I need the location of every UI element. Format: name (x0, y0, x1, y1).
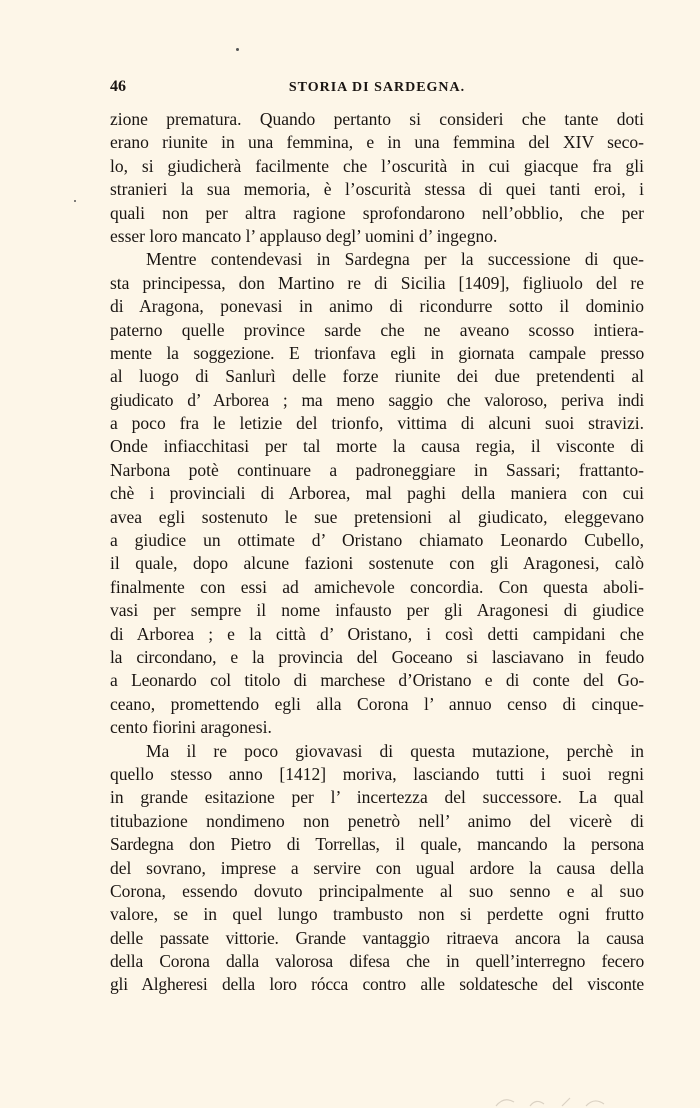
paragraph-2 (110, 248, 644, 739)
text-line: del sovrano, imprese a servire con ugual ardore la causa della (110, 857, 644, 878)
text-line: a giudice un ottimate d’ Oristano chiamato Leonardo Cubello, (110, 530, 644, 551)
text-line: lo, si giudicherà facilmente che l’oscurità in cui giacque fra gli (110, 155, 644, 176)
text-line: di Arborea ; e la città d’ Oristano, i così detti campidani che (110, 623, 644, 644)
text-line: Corona, essendo dovuto principalmente al suo senno e al suo (110, 880, 644, 901)
text-line: Mentre contendevasi in Sardegna per la successione di que- (146, 249, 644, 270)
text-line: della Corona dalla valorosa difesa che in quell’interregno fecero (110, 951, 644, 972)
scan-watermark (490, 1094, 630, 1108)
running-head (110, 74, 644, 104)
text-line: di Aragona, ponevasi in animo di ricondurre sotto il dominio (110, 296, 644, 317)
text-line: avea egli sostenuto le sue pretensioni al giudicato, eleggevano (110, 506, 644, 527)
text-line: mente la soggezione. E trionfava egli in giornata campale presso (110, 342, 644, 363)
text-line: a Leonardo col titolo di marchese d’Oristano e di conte del Go- (110, 670, 644, 691)
text-line: giudicato d’ Arborea ; ma meno saggio che valoroso, periva indi (110, 389, 644, 410)
text-line: stranieri la sua memoria, è l’oscurità stessa di quei tanti eroi, i (110, 179, 644, 200)
text-line: titubazione nondimeno non penetrò nell’ animo del vicerè di (110, 810, 644, 831)
text-line: esser loro mancato l’ applauso degl’ uomini d’ ingegno. (110, 225, 498, 246)
text-line: in grande esitazione per l’ incertezza del successore. La qual (110, 787, 644, 808)
text-line: Sardegna don Pietro di Torrellas, il quale, mancando la persona (110, 834, 644, 855)
running-title: STORIA DI SARDEGNA. (288, 80, 466, 95)
body-text (110, 108, 644, 997)
text-line: delle passate vittorie. Grande vantaggio ritraeva ancora la causa (110, 927, 644, 948)
text-line: al luogo di Sanlurì delle forze riunite dei due pretendenti al (110, 366, 644, 387)
ink-speck (74, 200, 76, 202)
ink-speck (236, 48, 239, 51)
text-line: cento fiorini aragonesi. (110, 717, 272, 738)
text-line: il quale, dopo alcune fazioni sostenute con gli Aragonesi, calò (110, 553, 644, 574)
text-line: erano riunite in una femmina, e in una femmina del XIV seco- (110, 132, 644, 153)
text-line: la circondano, e la provincia del Goceano si lasciavano in feudo (110, 646, 644, 667)
text-line: chè i provinciali di Arborea, mal paghi della maniera con cui (110, 483, 644, 504)
book-page (110, 74, 644, 997)
text-line: paterno quelle province sarde che ne aveano scosso intiera- (110, 319, 644, 340)
text-line: finalmente con essi ad amichevole concordia. Con questa aboli- (110, 576, 644, 597)
paragraph-3 (110, 740, 644, 997)
page-number: 46 (110, 78, 126, 95)
text-line: Ma il re poco giovavasi di questa mutazione, perchè in (146, 740, 644, 761)
text-line: vasi per sempre il nome infausto per gli Aragonesi di giudice (110, 600, 644, 621)
text-line: Onde infiacchitasi per tal morte la causa regia, il visconte di (110, 436, 644, 457)
text-line: sta principessa, don Martino re di Sicilia [1409], figliuolo del re (110, 272, 644, 293)
text-line: quello stesso anno [1412] moriva, lasciando tutti i suoi regni (110, 763, 644, 784)
text-line: quali non per altra ragione sprofondarono nell’obblio, che per (110, 202, 644, 223)
text-line: valore, se in quel lungo trambusto non si perdette ogni frutto (110, 904, 644, 925)
text-line: ceano, promettendo egli alla Corona l’ annuo censo di cinque- (110, 693, 644, 714)
text-line: gli Algheresi della loro rócca contro alle soldatesche del visconte (110, 974, 644, 995)
text-line: zione prematura. Quando pertanto si consideri che tante doti (110, 109, 644, 129)
text-line: Narbona potè continuare a padroneggiare in Sassari; frattanto- (110, 459, 644, 480)
text-line: a poco fra le letizie del trionfo, vittima di alcuni suoi stravizi. (110, 413, 644, 434)
paragraph-1 (110, 108, 644, 248)
